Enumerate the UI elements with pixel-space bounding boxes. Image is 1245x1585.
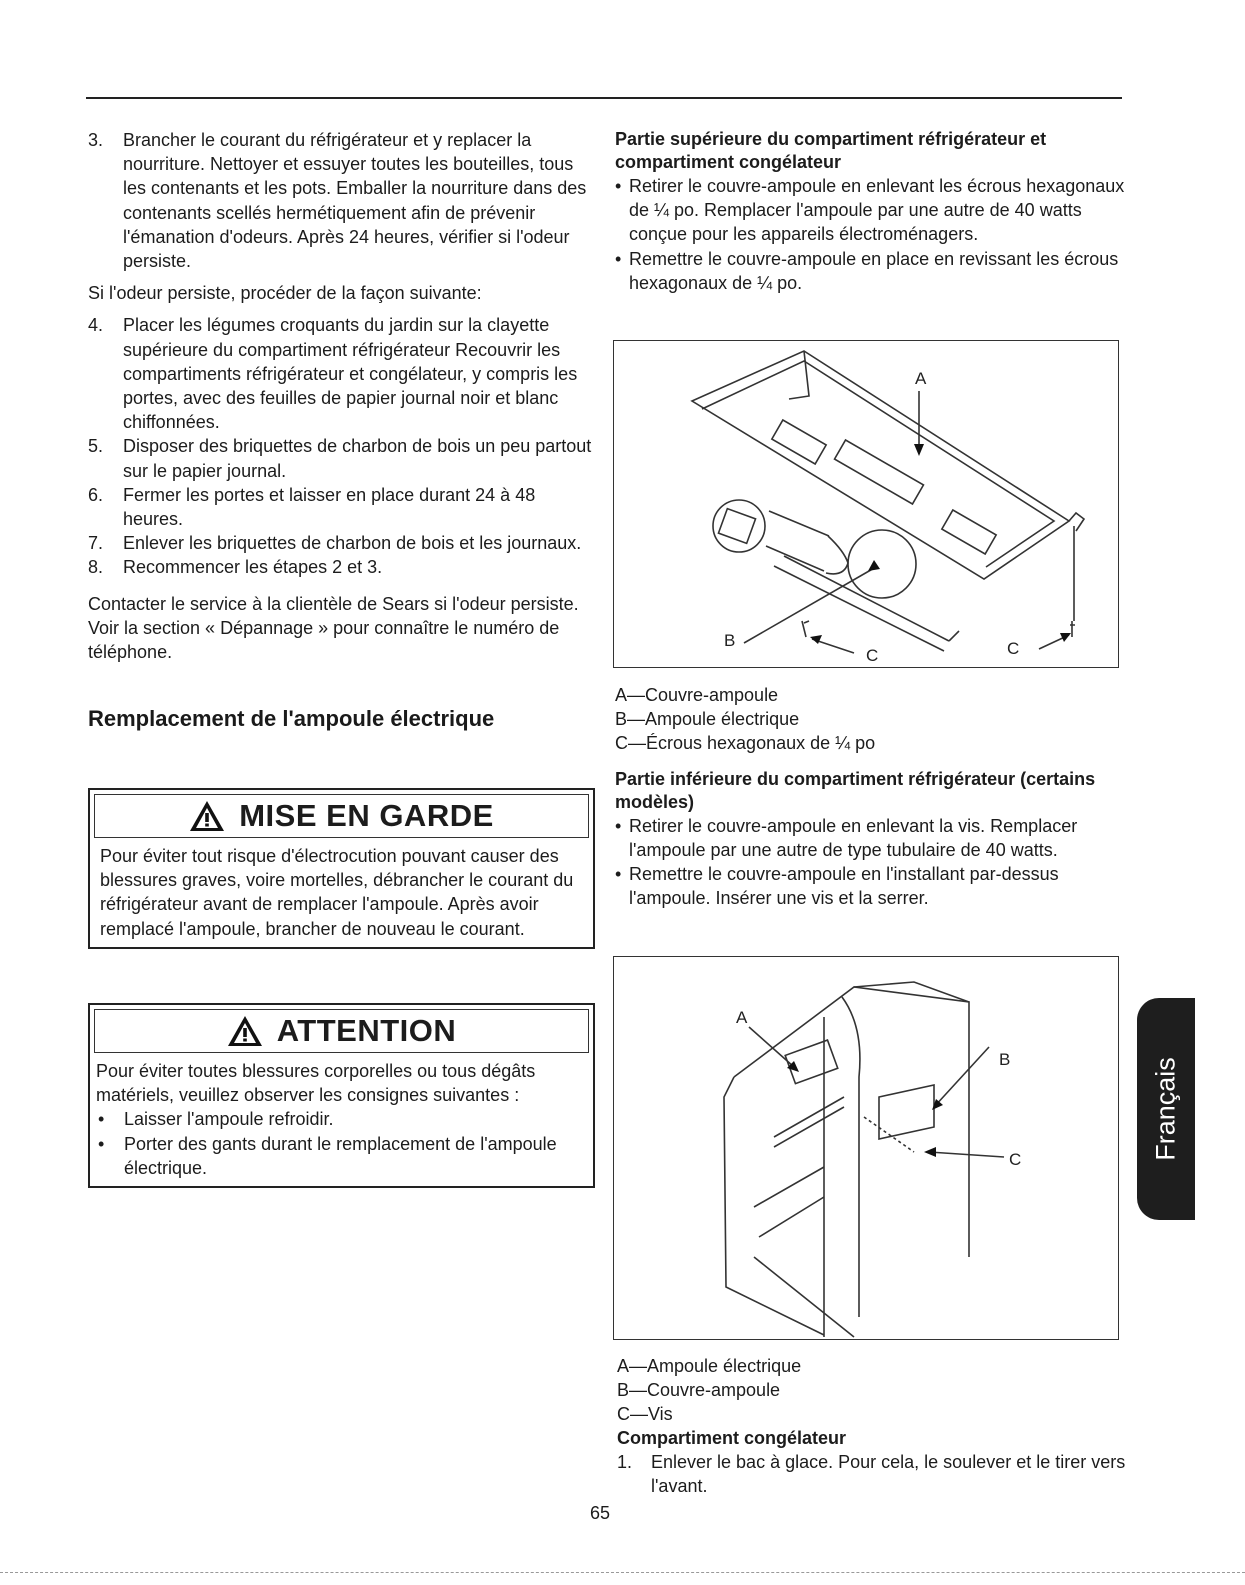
upper-bullet: • Remettre le couvre-ampoule en place en revissant les écrous hexagonaux de ¼ po. [615, 248, 1119, 293]
warning-title: MISE EN GARDE [239, 798, 494, 833]
warning-header [94, 794, 589, 838]
step-text: Disposer des briquettes de charbon de bois un peu partout sur le papier journal. [123, 436, 592, 481]
caution-body [90, 1053, 593, 1186]
step-text: Fermer les portes et laisser en place durant 24 à 48 heures. [123, 484, 536, 530]
lower-heading: Partie inférieure du compartiment réfrigérateur (certains modèles) [615, 768, 1096, 812]
warning-triangle-icon [189, 800, 225, 832]
label-b: B [724, 631, 736, 650]
step-number: 7. [88, 533, 104, 554]
freezer-heading: Compartiment congélateur [617, 1427, 847, 1448]
caution-bullet: • Porter des gants durant le remplacement de l'ampoule électrique. [98, 1133, 557, 1178]
step-number: 4. [88, 315, 104, 336]
legend-item: B—Ampoule électrique [615, 709, 800, 730]
legend-item: A—Ampoule électrique [617, 1356, 802, 1376]
language-tab [1137, 998, 1195, 1220]
legend-item: B—Couvre-ampoule [617, 1380, 781, 1401]
label-a: A [736, 1008, 748, 1027]
bottom-rule [0, 1572, 1245, 1574]
step-number: 3. [88, 130, 104, 150]
warning-triangle-icon [227, 1015, 263, 1047]
caution-header [94, 1009, 589, 1053]
label-c: C [866, 646, 879, 665]
label-a: A [915, 369, 927, 388]
upper-bullet-text: Remettre le couvre-ampoule en place en revissant les écrous hexagonaux de ¼ po. [629, 248, 1119, 293]
figure-lower-light [613, 956, 1119, 1340]
caution-title: ATTENTION [276, 1013, 457, 1048]
language-tab-label: Français [1150, 1057, 1181, 1161]
contact-text: Contacter le service à la clientèle de Sears si l'odeur persiste. Voir la section « Dépannage » pour connaître le numéro de téléphone. [88, 593, 579, 663]
figure-upper-light [613, 340, 1119, 668]
step-text: Brancher le courant du réfrigérateur et y replacer la nourriture. Nettoyer et essuyer toutes les bouteilles, tous les contenants et les pots. Emballer la nourriture dans des contenants scellés hermétiquement afin de prévenir l'émanation d'odeurs. Après 24 heures, vérifier si l'odeur persiste. [123, 130, 587, 272]
lower-bullet-text: Retirer le couvre-ampoule en enlevant la vis. Remplacer l'ampoule par une autre de type tubulaire de 40 watts. [629, 815, 1078, 860]
step-number: 6. [88, 484, 104, 505]
left-column [88, 128, 596, 732]
step-6 [88, 483, 596, 531]
top-rule [86, 97, 1122, 99]
upper-bullet: • Retirer le couvre-ampoule en enlevant les écrous hexagonaux de ¼ po. Remplacer l'ampoule par une autre de 40 watts conçue pour les appareils électroménagers. [615, 176, 1125, 245]
caution-bullet-text: Laisser l'ampoule refroidir. [124, 1109, 334, 1130]
odor-intro: Si l'odeur persiste, procéder de la façon suivante: [88, 283, 482, 304]
label-c: C [1009, 1150, 1022, 1169]
lower-bullet-text: Remettre le couvre-ampoule en l'installant par-dessus l'ampoule. Insérer une vis et la serrer. [629, 864, 1059, 909]
caution-box [88, 1003, 595, 1188]
step-number: 1. [617, 1451, 633, 1472]
caution-bullet-text: Porter des gants durant le remplacement de l'ampoule électrique. [124, 1133, 557, 1178]
label-c: C [1007, 639, 1020, 658]
upper-light-diagram [614, 341, 1118, 667]
upper-heading: Partie supérieure du compartiment réfrigérateur et compartiment congélateur [615, 129, 1047, 172]
right-column [615, 128, 1135, 295]
legend-item: A—Couvre-ampoule [615, 685, 779, 705]
lower-bullet: • Remettre le couvre-ampoule en l'installant par-dessus l'ampoule. Insérer une vis et la serrer. [615, 864, 1059, 909]
legend-item: C—Écrous hexagonaux de ¼ po [615, 733, 876, 754]
warning-box [88, 788, 595, 949]
step-text: Enlever le bac à glace. Pour cela, le soulever et le tirer vers l'avant. [651, 1451, 1126, 1496]
step-number: 5. [88, 436, 104, 457]
warning-text: Pour éviter tout risque d'électrocution pouvant causer des blessures graves, voire mortelles, débrancher le courant du réfrigérateur avant de remplacer l'ampoule. Après avoir remplacé l'ampoule, brancher de nouveau le courant. [100, 846, 574, 939]
lower-light-diagram [614, 957, 1118, 1339]
step-7 [88, 531, 596, 555]
step-3 [88, 128, 596, 273]
section-title: Remplacement de l'ampoule électrique [88, 706, 495, 732]
step-8 [88, 555, 596, 579]
freezer-step-1 [617, 1450, 1137, 1498]
step-text: Recommencer les étapes 2 et 3. [123, 557, 383, 578]
step-5 [88, 434, 596, 482]
right-column-mid [615, 683, 1135, 910]
lower-bullet: • Retirer le couvre-ampoule en enlevant la vis. Remplacer l'ampoule par une autre de type tubulaire de 40 watts. [615, 815, 1078, 860]
legend-item: C—Vis [617, 1404, 673, 1425]
right-column-bottom [617, 1354, 1137, 1498]
page-number: 65 [590, 1503, 611, 1523]
step-number: 8. [88, 557, 104, 578]
caution-text: Pour éviter toutes blessures corporelles ou tous dégâts matériels, veuillez observer les consignes suivantes : [96, 1061, 536, 1106]
step-text: Placer les légumes croquants du jardin sur la clayette supérieure du compartiment réfrigérateur Recouvrir les compartiments réfrigérateur et congélateur, y compris les portes, avec des feuilles de papier journal noir et blanc chiffonnées. [123, 315, 578, 433]
caution-bullet: • Laisser l'ampoule refroidir. [98, 1109, 334, 1130]
label-b: B [999, 1050, 1011, 1069]
step-4 [88, 313, 596, 434]
upper-bullet-text: Retirer le couvre-ampoule en enlevant les écrous hexagonaux de ¼ po. Remplacer l'ampoule par une autre de 40 watts conçue pour les appareils électroménagers. [629, 176, 1125, 245]
step-text: Enlever les briquettes de charbon de bois et les journaux. [123, 533, 582, 554]
